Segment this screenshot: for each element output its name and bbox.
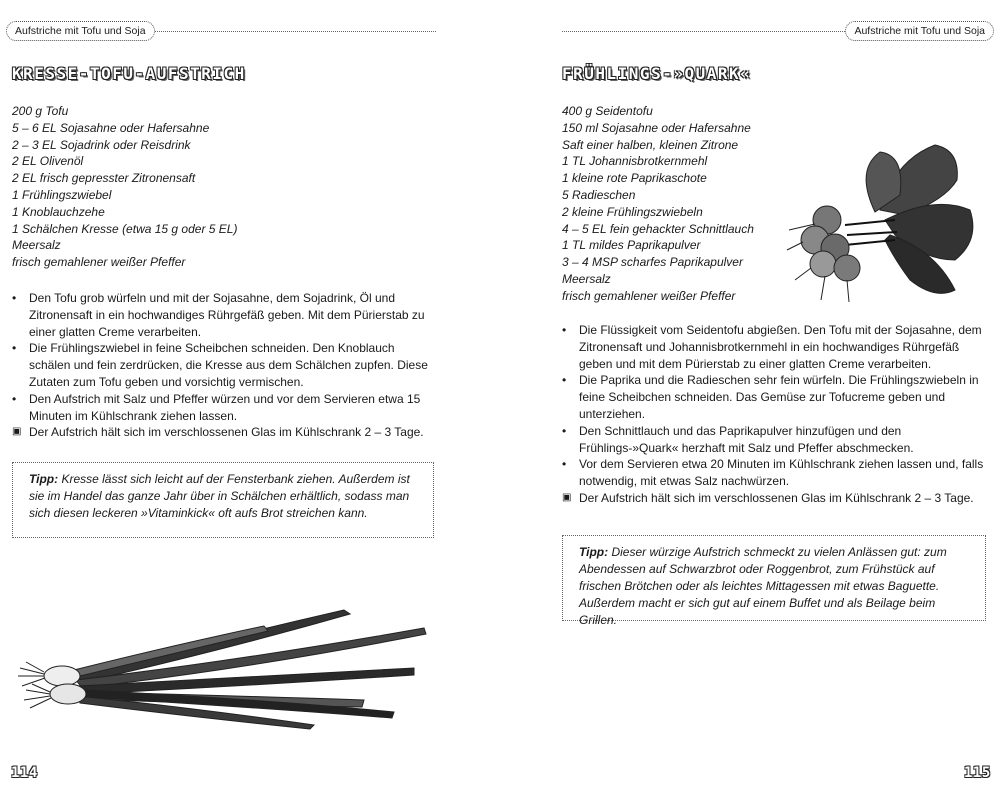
step-list <box>12 290 432 441</box>
ingredient-item: 4 – 5 EL fein gehackter Schnittlauch <box>562 221 754 236</box>
tip-text: Dieser würzige Aufstrich schmeckt zu vielen Anlässen gut: zum Abendessen auf Schwarzbrot oder Roggenbrot, zum Frühstück auf frischen Brötchen oder als leichtes Mittagessen mit etwas Baguette. Außerdem macht er sich gut auf einem Buffet und als Beilage beim Grillen. <box>579 545 947 627</box>
running-head-label: Aufstriche mit Tofu und Soja <box>845 21 994 41</box>
recipe-title: KRESSE-TOFU-AUFSTRICH <box>12 64 246 83</box>
step-text: Vor dem Servieren etwa 20 Minuten im Kühlschrank ziehen lassen und, falls notwendig, mit etwas Salz nachwürzen. <box>579 457 984 489</box>
ingredient-item: 2 EL Olivenöl <box>12 154 84 169</box>
ingredient-list <box>12 103 237 271</box>
step-text: Die Frühlingszwiebel in feine Scheibchen schneiden. Den Knoblauch schälen und fein zerdrücken, die Kresse aus dem Schälchen zupfen. Diese Zutaten zum Tofu geben und vorsichtig vermischen. <box>29 341 428 389</box>
square-marker-icon: ▣ <box>12 426 22 438</box>
ingredient-item: 2 kleine Frühlingszwiebeln <box>562 204 703 219</box>
running-head-label: Aufstriche mit Tofu und Soja <box>6 21 155 41</box>
step-list <box>562 322 987 507</box>
step-item <box>12 340 432 390</box>
ingredient-item: 1 TL mildes Paprikapulver <box>562 238 701 253</box>
radish-illustration <box>785 140 985 305</box>
tip-box <box>12 462 434 538</box>
ingredient-item: 1 kleine rote Paprikaschote <box>562 171 707 186</box>
recipe-title: FRÜHLINGS-»QUARK« <box>562 64 752 83</box>
tip-box <box>562 535 986 627</box>
step-item <box>562 372 987 422</box>
running-head <box>6 18 436 44</box>
step-item <box>12 391 432 425</box>
bullet-icon: • <box>12 391 17 406</box>
bullet-icon: • <box>562 323 567 337</box>
ingredient-item: 2 EL frisch gepresster Zitronensaft <box>12 171 196 186</box>
storage-note <box>562 490 987 507</box>
ingredient-item: 150 ml Sojasahne oder Hafersahne <box>562 120 751 135</box>
ingredient-item: 1 Schälchen Kresse (etwa 15 g oder 5 EL) <box>12 221 238 236</box>
ingredient-item: 1 Knoblauchzehe <box>12 204 105 219</box>
tip-label: Tipp: <box>29 472 59 486</box>
ingredient-item: Meersalz <box>12 238 61 253</box>
step-item <box>562 322 987 372</box>
tip-text: Kresse lässt sich leicht auf der Fensterbank ziehen. Außerdem ist sie im Handel das ganze Jahr über in Schälchen erhältlich, sodass man sich diesen leckeren »Vitaminkick« oft aufs Brot streichen kann. <box>29 472 410 520</box>
step-text: Die Flüssigkeit vom Seidentofu abgießen. Den Tofu mit der Sojasahne, dem Zitronensaft und Johannisbrotkernmehl in ein hochwandiges Rührgefäß geben und mit dem Pürierstab zu einer glatten Creme verarbeiten. <box>579 323 982 371</box>
ingredient-item: 5 – 6 EL Sojasahne oder Hafersahne <box>12 120 210 135</box>
running-head <box>562 18 994 44</box>
running-head-rule <box>562 31 845 32</box>
ingredient-item: 400 g Seidentofu <box>562 104 653 118</box>
ingredient-item: frisch gemahlener weißer Pfeffer <box>12 255 186 270</box>
ingredient-item: frisch gemahlener weißer Pfeffer <box>562 288 736 303</box>
right-page <box>500 0 1000 800</box>
ingredient-item: Meersalz <box>562 271 611 286</box>
ingredient-item: 200 g Tofu <box>12 104 69 118</box>
spring-onion-illustration <box>14 600 434 730</box>
square-marker-icon: ▣ <box>562 491 572 503</box>
ingredient-list <box>562 103 754 305</box>
ingredient-item: 1 TL Johannisbrotkernmehl <box>562 154 708 169</box>
ingredient-item: 5 Radieschen <box>562 187 636 202</box>
ingredient-item: Saft einer halben, kleinen Zitrone <box>562 137 739 152</box>
step-text: Den Aufstrich mit Salz und Pfeffer würzen und vor dem Servieren etwa 15 Minuten im Kühlschrank ziehen lassen. <box>29 391 421 423</box>
step-text: Den Tofu grob würfeln und mit der Sojasahne, dem Sojadrink, Öl und Zitronensaft in ein hochwandiges Rührgefäß geben. Mit dem Pürierstab zu einer glatten Creme verarbeiten. <box>29 291 425 339</box>
ingredient-item: 3 – 4 MSP scharfes Paprikapulver <box>562 255 743 270</box>
step-text: Die Paprika und die Radieschen sehr fein würfeln. Die Frühlingszwiebeln in feine Scheibchen schneiden. Das Gemüse zur Tofucreme geben und unterziehen. <box>579 373 979 421</box>
step-item <box>562 456 987 490</box>
step-item <box>562 423 987 457</box>
ingredient-item: 2 – 3 EL Sojadrink oder Reisdrink <box>12 137 191 152</box>
running-head-rule <box>155 31 436 32</box>
step-text: Der Aufstrich hält sich im verschlossenen Glas im Kühlschrank 2 – 3 Tage. <box>579 490 974 505</box>
step-text: Den Schnittlauch und das Paprikapulver hinzufügen und den Frühlings-»Quark« herzhaft mit Salz und Pfeffer abschmecken. <box>579 423 914 455</box>
ingredient-item: 1 Frühlingszwiebel <box>12 187 112 202</box>
storage-note <box>12 424 432 441</box>
bullet-icon: • <box>562 373 567 388</box>
page-number: 114 <box>11 765 38 781</box>
step-item <box>12 290 432 340</box>
bullet-icon: • <box>12 341 17 356</box>
step-text: Der Aufstrich hält sich im verschlossenen Glas im Kühlschrank 2 – 3 Tage. <box>29 425 424 440</box>
page-number: 115 <box>964 765 991 781</box>
tip-label: Tipp: <box>579 545 609 559</box>
bullet-icon: • <box>562 423 567 438</box>
bullet-icon: • <box>562 457 567 472</box>
bullet-icon: • <box>12 291 17 305</box>
